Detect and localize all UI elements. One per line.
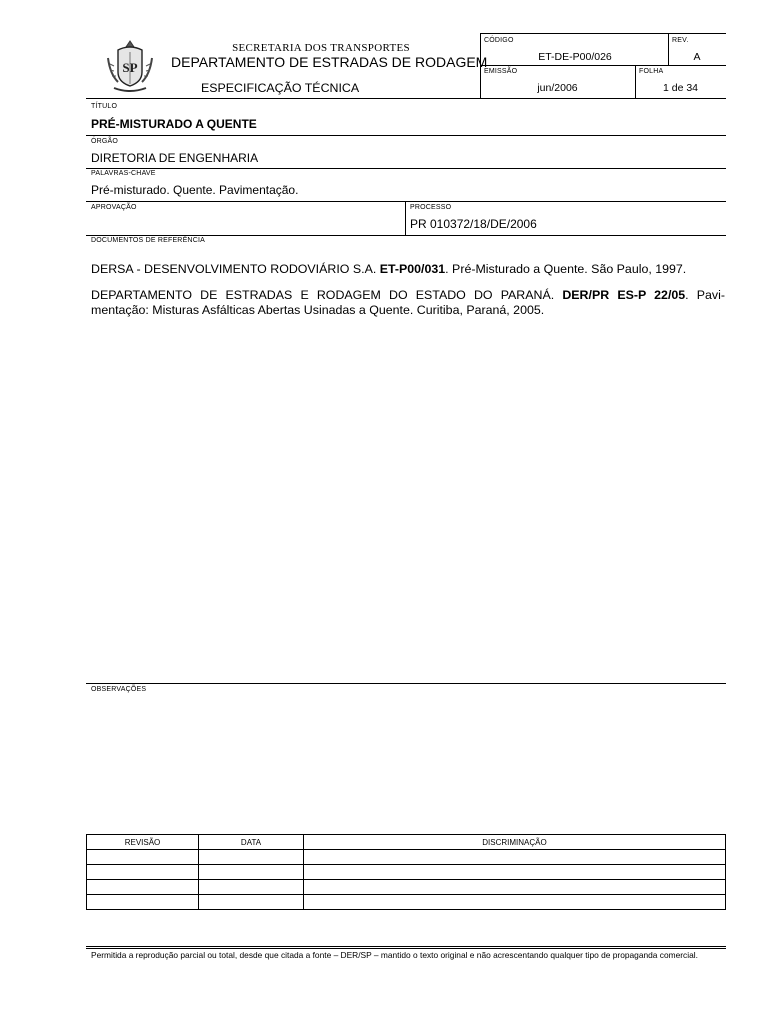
folha-value: 1 de 34 bbox=[662, 82, 699, 94]
orgao-label: ÓRGÃO bbox=[91, 138, 119, 145]
observacoes-label: OBSERVAÇÕES bbox=[91, 686, 147, 693]
table-header-row bbox=[87, 835, 726, 850]
table-row bbox=[87, 880, 726, 895]
svg-text:SP: SP bbox=[122, 60, 138, 75]
palavras-chave-label: PALAVRAS-CHAVE bbox=[91, 170, 156, 177]
codigo-label: CÓDIGO bbox=[484, 37, 514, 44]
reference-code: ET-P00/031 bbox=[379, 262, 446, 276]
aprovacao-label: APROVAÇÃO bbox=[91, 204, 137, 211]
coat-of-arms-icon bbox=[104, 38, 156, 94]
department-heading: DEPARTAMENTO DE ESTRADAS DE RODAGEM bbox=[171, 54, 488, 70]
rev-label: REV. bbox=[672, 37, 689, 44]
processo-value: PR 010372/18/DE/2006 bbox=[410, 217, 537, 231]
palavras-chave-value: Pré-misturado. Quente. Pavimentação. bbox=[91, 183, 299, 197]
reference-item: DERSA - DESENVOLVIMENTO RODOVIÁRIO S.A. ET-P00/031. Pré-Misturado a Quente. São Paulo, 1997. bbox=[91, 262, 687, 276]
revisao-header: REVISÃO bbox=[87, 835, 199, 850]
orgao-value: DIRETORIA DE ENGENHARIA bbox=[91, 151, 259, 165]
table-row bbox=[87, 865, 726, 880]
emissao-value: jun/2006 bbox=[537, 82, 578, 94]
codigo-value: ET-DE-P00/026 bbox=[538, 51, 612, 63]
reference-code: DER/PR ES-P 22/05 bbox=[562, 288, 686, 302]
data-header: DATA bbox=[199, 835, 304, 850]
document-title: PRÉ-MISTURADO A QUENTE bbox=[91, 117, 257, 131]
secretaria-heading: SECRETARIA DOS TRANSPORTES bbox=[232, 42, 410, 54]
titulo-label: TÍTULO bbox=[91, 103, 118, 110]
reference-item: DEPARTAMENTO DE ESTRADAS E RODAGEM DO ESTADO DO PARANÁ. DER/PR ES-P 22/05. Pavi-mentação: Misturas Asfálticas Abertas Usinadas a Quente. Curitiba, Paraná, 2005. bbox=[91, 288, 725, 317]
document-type-heading: ESPECIFICAÇÃO TÉCNICA bbox=[201, 81, 360, 95]
rev-value: A bbox=[693, 51, 701, 63]
documentos-referencia-label: DOCUMENTOS DE REFERÊNCIA bbox=[91, 237, 205, 244]
discriminacao-header: DISCRIMINAÇÃO bbox=[304, 835, 726, 850]
table-row bbox=[87, 895, 726, 910]
state-coat-of-arms-logo bbox=[104, 38, 156, 94]
revision-table bbox=[86, 834, 726, 910]
table-row bbox=[87, 850, 726, 865]
folha-label: FOLHA bbox=[639, 68, 664, 75]
emissao-label: EMISSÃO bbox=[484, 68, 518, 75]
footer-disclaimer: Permitida a reprodução parcial ou total, desde que citada a fonte – DER/SP – mantido o texto original e não acrescentando qualquer tipo de propaganda comercial. bbox=[91, 950, 698, 960]
processo-label: PROCESSO bbox=[410, 204, 452, 211]
